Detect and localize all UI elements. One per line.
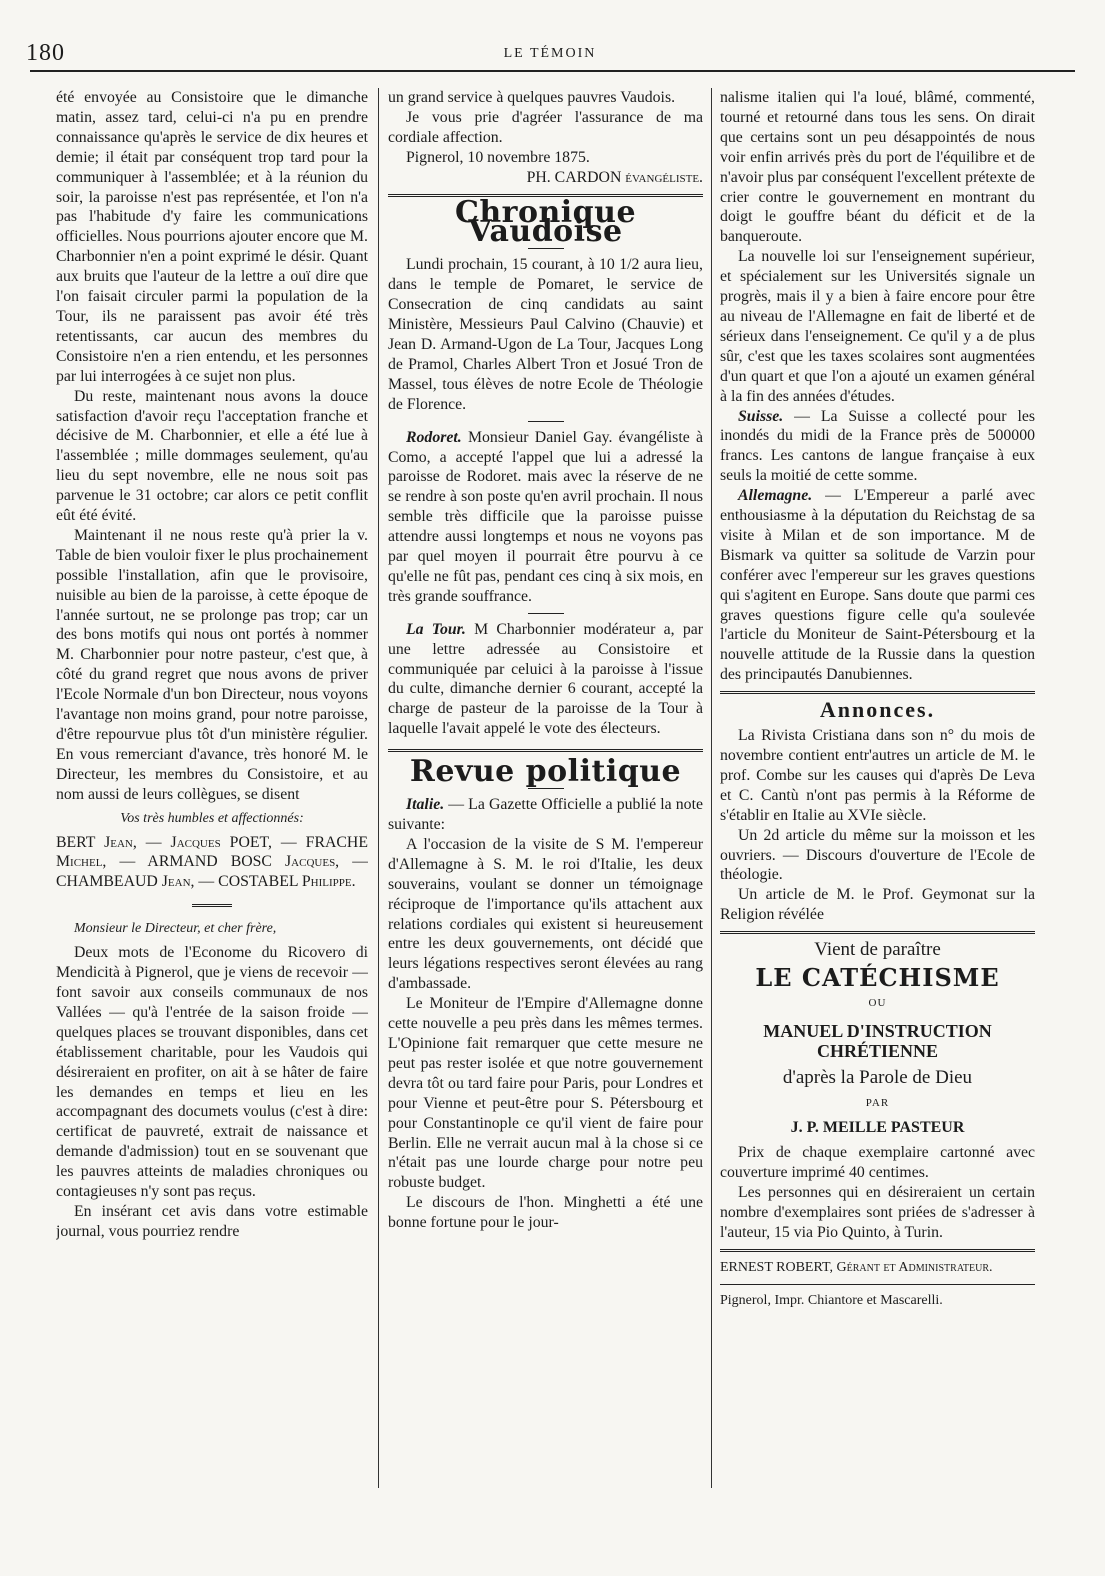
paragraph: Le Moniteur de l'Empire d'Allemagne donne cette nouvelle a peu près dans les mêmes termes. L'Opinione fait remarquer que cette mesure ne peut pas rester isolée et que notre gouvernement devra tôt ou tard faire pour Paris, pour Londres et pour Vienne et peut-être pour S. Pétersbourg et pour Constantinople ce qu'il vient de faire pour Berlin. Elle ne verrait aucun mal à la chose si ce n'était pas une lourde charge pour notre peu robuste budget. bbox=[388, 995, 703, 1192]
paragraph bbox=[720, 407, 1035, 487]
paragraph: Du reste, maintenant nous avons la douce satisfaction d'avoir reçu l'acceptation franche et décisive de M. Charbonnier, et elle a été lue à l'assemblée ; mille dommages seulement, qu'au lieu du sept novembre, elle ne nous soit pas parvenue le 31 octobre; car alors ce petit conflit eût été évité. bbox=[56, 387, 368, 525]
section-title: Revue politique bbox=[409, 754, 682, 790]
text: M Charbonnier modérateur a, par une lettre adressée au Consistoire et communiquée par celuici à la paroisse à l'issue du culte, dimanche dernier 6 courant, accepté la charge de pasteur de la paroisse de la Tour à laquelle l'avait appelé le vote des électeurs. bbox=[388, 620, 703, 738]
paragraph: Deux mots de l'Econome du Ricovero di Mendicità à Pignerol, que je viens de recevoir — font savoir aux conseils communaux de nos Vallées — qu'à l'entrée de la saison froide — quelques places se trouvant disponibles, dans cet établissement charitable, pour les Vaudois qui désireraient en profiter, on ait à se hâter de faire les demandes en temps et lieu en les accompagnant des documets voulus (c'est à dire: certificat de pauvreté, extrait de naissance et demande d'admission) tout en se souvenant que les pauvres atteints de maladies chroniques ou contagieuses n'y sont pas reçus. bbox=[56, 944, 368, 1201]
paragraph: La nouvelle loi sur l'enseignement supérieur, et spécialement sur les Universités signale un progrès, mais il y a bien à faire encore pour être au niveau de l'Allemagne en fait de liberté et de sérieux dans l'enseignement. Ce qu'il y a de plus sûr, c'est que les taxes scolaires sont augmentées d'un quart et que l'on a ajouté un examen général à la fin des années d'études. bbox=[720, 248, 1035, 405]
paragraph: Les personnes qui en désireraient un certain nombre d'exemplaires sont priées de s'adresser à l'auteur, 15 via Pio Quinto, à Turin. bbox=[720, 1184, 1035, 1242]
separator bbox=[192, 904, 232, 907]
column-3 bbox=[720, 88, 1035, 1548]
header-rule bbox=[30, 70, 1075, 72]
paragraph bbox=[388, 795, 703, 835]
separator bbox=[720, 691, 1035, 694]
paragraph: Le discours de l'hon. Minghetti a été une bonne fortune pour le jour- bbox=[388, 1194, 703, 1232]
ad-line: d'après la Parole de Dieu bbox=[782, 1066, 973, 1088]
separator bbox=[528, 613, 564, 614]
paragraph: Un 2d article du même sur la moisson et les ouvriers. — Discours d'ouverture de l'Ecole de théologie. bbox=[720, 826, 1035, 884]
section-title: Annonces. bbox=[819, 697, 936, 723]
paragraph: Un article de M. le Prof. Geymonat sur la Religion révélée bbox=[720, 886, 1035, 924]
paragraph: Lundi prochain, 15 courant, à 10 1/2 aura lieu, dans le temple de Pomaret, le service de Consecration de cinq candidats au saint Ministère, Messieurs Paul Calvino (Chauvie) et Jean D. Armand-Ugon de La Tour, Jacques Long de Pramol, Charles Albert Tron et Josué Tron de Massel, tous élèves de notre Ecole de Théologie de Florence. bbox=[388, 256, 703, 413]
lead-in: Allemagne. bbox=[738, 487, 813, 505]
ad-author: J. P. MEILLE PASTEUR bbox=[790, 1118, 965, 1136]
signatories: BERT Jean, — Jacques POET, — FRACHE Michel, — ARMAND BOSC Jacques, — CHAMBEAUD Jean, — COSTABEL Philippe. bbox=[56, 833, 368, 891]
salutation: Monsieur le Directeur, et cher frère, bbox=[74, 921, 277, 937]
page-header bbox=[0, 0, 1105, 80]
dateline: Pignerol, 10 novembre 1875. bbox=[406, 148, 590, 166]
closing-line: Vos très humbles et affectionnés: bbox=[120, 810, 304, 826]
ad-line: Vient de paraître bbox=[814, 939, 941, 961]
paragraph: Je vous prie d'agréer l'assurance de ma cordiale affection. bbox=[388, 108, 703, 146]
text: — La Gazette Officielle a publié la note suivante: bbox=[388, 796, 703, 833]
paragraph bbox=[720, 486, 1035, 685]
ad-subtitle: MANUEL D'INSTRUCTION CHRÉTIENNE bbox=[763, 1020, 992, 1061]
paragraph: Prix de chaque exemplaire cartonné avec couverture imprimé 40 centimes. bbox=[720, 1144, 1035, 1182]
signature: PH. CARDON évangéliste. bbox=[526, 168, 703, 186]
column-1 bbox=[56, 88, 368, 1548]
lead-in: La Tour. bbox=[406, 620, 466, 638]
text: Monsieur Daniel Gay. évangéliste à Como, a accepté l'appel que lui a adressé la paroisse de Rodoret. mais avec la réserve de ne se rendre à son poste qu'en avril prochain. Il nous semble très difficile que la paroisse puisse attendre aussi longtemps et nous ne voyons pas par quel moyen il pourrait être pourvu à ce qu'elle ne fût pas, pendant ces cinq à six mois, en très grande souffrance. bbox=[388, 428, 703, 605]
separator bbox=[720, 931, 1035, 934]
column-divider bbox=[711, 88, 712, 1488]
separator bbox=[388, 749, 703, 752]
lead-in: Suisse. bbox=[738, 407, 784, 425]
footer-line: Pignerol, Impr. Chiantore et Mascarelli. bbox=[720, 1292, 943, 1308]
ad-line: PAR bbox=[865, 1096, 890, 1109]
paragraph: Maintenant il ne nous reste qu'à prier la v. Table de bien vouloir fixer le plus prochainement possible l'installation, afin que le provisoire, nuisible au bien de la paroisse, à cette époque de l'année surtout, ne se prolonge pas trop; car un des bons motifs qui nous ont portés à nommer M. Charbonnier pour notre pasteur, c'est que, à côté du grand regret que nous avons de priver l'Ecole Normale d'un bon Directeur, nous voyons l'avantage non moins grand, pour notre paroisse, d'être repourvue plus tôt d'un ministère régulier. En vous remerciant d'avance, très honoré M. le Directeur, les membres du Consistoire, et au nom aussi de leurs collègues, se disent bbox=[56, 526, 368, 803]
separator bbox=[720, 1249, 1035, 1252]
paragraph: En insérant cet avis dans votre estimable journal, vous pourriez rendre bbox=[56, 1202, 368, 1240]
paragraph bbox=[388, 620, 703, 739]
lead-in: Italie. bbox=[406, 796, 445, 814]
section-title: Chronique Vaudoise bbox=[454, 194, 637, 250]
separator bbox=[528, 421, 564, 422]
separator bbox=[720, 1284, 1035, 1285]
paragraph: nalisme italien qui l'a loué, blâmé, commenté, tourné et retourné dans tous les sens. On dirait que certains sont un peu désappointés de nous voir enfin arrivés près du port de l'équilibre et de n'avoir plus par conséquent l'excellent prétexte de crier contre le gouvernement en montrant du doigt le gouffre béant du déficit et de la banqueroute. bbox=[720, 89, 1035, 246]
paragraph: A l'occasion de la visite de S M. l'empereur d'Allemagne à S. M. le roi d'Italie, les deux souverains, voulant se donner un témoignage réciproque de l'importance qu'ils attachent aux relations cordiales qui existent si heureusement entre les deux gouvernements, ont décidé que leurs légations respectives seront élevées au rang d'ambassade. bbox=[388, 835, 703, 993]
ad-line: OU bbox=[868, 996, 887, 1009]
text: — L'Empereur a parlé avec enthousiasme à la députation du Reichstag de sa visite à Milan et de son importance. M de Bismark va quitter sa solitude de Varzin pour conférer avec l'empereur sur les graves questions qui s'agitent en Europe. Sans doute que parmi ces graves questions figure celle qu'a soulevée l'article du Moniteur de Saint-Pétersbourg et la nouvelle attitude de la Russie dans la question des principautés Danubiennes. bbox=[720, 487, 1035, 684]
text: — La Suisse a collecté pour les inondés du midi de la France près de 500000 francs. Les cantons de langue française à eux seuls la moitié de cette somme. bbox=[720, 407, 1035, 485]
paragraph: été envoyée au Consistoire que le dimanche matin, assez tard, celui-ci n'a pu en prendre connaissance qu'après le service de dix heures et demie; il était par conséquent trop tard pour la communiquer à l'assemblée; et à la réunion du soir, la paroisse n'est pas représentée, et l'on n'a pas l'habitude d'y faire les communications officielles. Nous pourrions ajouter encore que M. Charbonnier n'en a point exprimé le désir. Quant aux bruits que l'auteur de la lettre a ouï dire que l'on faisait circuler parmi la population de la Tour, ils ne paraissent pas avoir été très retentissants, car aucun des membres du Consistoire n'en a rien entendu, et les personnes par lui interrogées à ce sujet non plus. bbox=[56, 89, 368, 385]
running-head: LE TÉMOIN bbox=[503, 46, 597, 61]
column-divider bbox=[378, 88, 379, 1488]
paragraph bbox=[388, 428, 703, 607]
column-2 bbox=[388, 88, 703, 1548]
advertisement bbox=[720, 940, 1035, 1137]
paragraph: un grand service à quelques pauvres Vaudois. bbox=[388, 89, 676, 106]
page-number: 180 bbox=[26, 40, 65, 66]
footer-line: ERNEST ROBERT, Gérant et Administrateur. bbox=[720, 1259, 993, 1275]
lead-in: Rodoret. bbox=[406, 428, 462, 446]
ad-title: LE CATÉCHISME bbox=[755, 963, 1000, 993]
paragraph: La Rivista Cristiana dans son n° du mois de novembre contient entr'autres un article de M. le prof. Combe sur les causes qui d'après De Leva et C. Cantù n'ont pas permis à la Réforme de s'établir en Italie au XVIe siècle. bbox=[720, 727, 1035, 824]
